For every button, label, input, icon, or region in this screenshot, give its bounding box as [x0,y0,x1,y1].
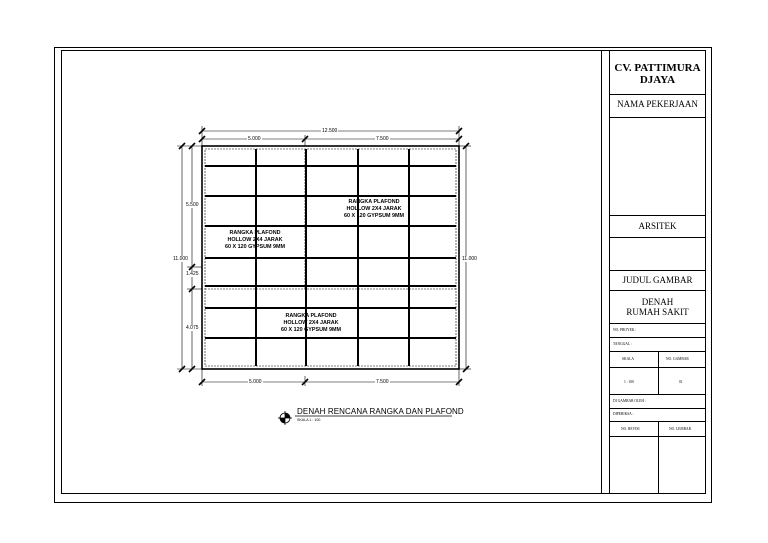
checked-label: DIPERIKSA : [613,412,634,416]
label-line: 60 X 120 GYPSUM 9MM [344,213,404,219]
drawn-by-label: DI GAMBAR OLEH : [613,399,646,403]
label-line: HOLLOW 2X4 JARAK [346,206,402,212]
company-line-2: DJAYA [639,74,676,86]
scale-value: 1 : 100 [624,380,634,384]
dim-segment-2: 1.425 [186,271,199,277]
drawing-title-line-2: RUMAH SAKIT [626,307,689,317]
drawing-no-header: NO. GAMBAR [666,357,689,361]
label-line: 60 X 120 GYPSUM 9MM [281,327,341,333]
dim-height-left: 11.000 [173,256,188,262]
dim-total-width: 12.500 [322,128,338,134]
label-line: HOLLOW 2X4 JARAK [227,237,283,243]
zone-label-bottom [271,313,351,334]
dim-left-width-top: 5.000 [248,136,261,142]
dim-height-right: 11.000 [462,256,477,262]
zone-label-left [215,230,295,251]
scale-header: SKALA [622,357,634,361]
drawing-no-value: 01 [679,380,683,384]
drawing-title-line-1: DENAH [641,297,674,307]
dim-right-width-top: 7.500 [376,136,389,142]
zone-label-top-right [334,199,414,220]
label-line: 60 X 120 GYPSUM 9MM [225,244,285,250]
project-header: NAMA PEKERJAAN [617,99,698,109]
company-line-1: CV. PATTIMURA [614,62,701,74]
drawing-scale-note: SKALA 1 : 100 [297,418,321,422]
drawing-title-header: JUDUL GAMBAR [622,275,693,285]
sheet-no-header: NO. LEMBAR [669,427,691,431]
drawing-caption: DENAH RENCANA RANGKA DAN PLAFOND [297,407,464,416]
dim-segment-1: 5.500 [186,202,199,208]
dim-segment-3: 4.075 [186,325,199,331]
dim-right-width-bottom: 7.500 [376,379,389,385]
architect-header: ARSITEK [638,221,677,231]
dim-left-width-bottom: 5.000 [249,379,262,385]
label-line: RANGKA PLAFOND [285,313,337,319]
label-line: HOLLOW 2X4 JARAK [283,320,339,326]
project-no-label: NO. PROYEK : [613,328,637,332]
label-line: RANGKA PLAFOND [229,230,281,236]
revision-header: NO. REVISI [621,427,640,431]
label-line: RANGKA PLAFOND [348,199,400,205]
date-label: TANGGAL : [613,342,632,346]
